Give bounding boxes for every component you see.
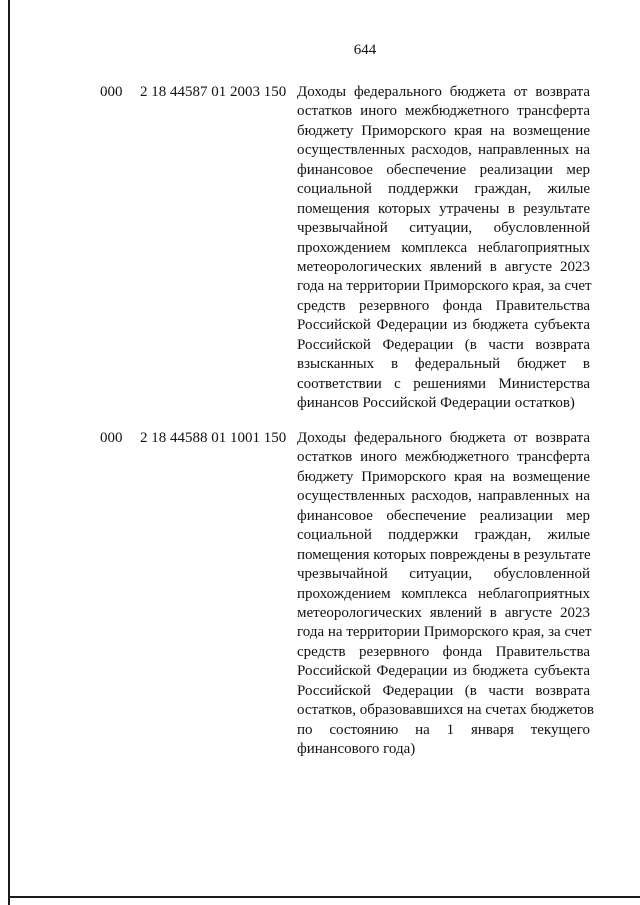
description-line: финансового года) <box>297 741 416 757</box>
entry-description <box>297 429 595 759</box>
description-line: социальной поддержки граждан, жилые <box>297 181 590 198</box>
description-line: помещения которых утрачены в результате <box>297 200 590 217</box>
description-line: Российской Федерации из бюджета субъекта <box>297 317 590 334</box>
description-line: метеорологических явлений в августе 2023 <box>297 258 590 275</box>
description-line: финансов Российской Федерации остатков) <box>297 395 575 411</box>
description-line: прохождением комплекса неблагоприятных <box>297 239 590 256</box>
kbk-code: 2 18 44587 01 2003 150 <box>140 84 287 100</box>
description-line: метеорологических явлений в августе 2023 <box>297 604 590 621</box>
description-line: чрезвычайной ситуации, обусловленной <box>297 566 590 583</box>
description-line: года на территории Приморского края, за счет <box>297 624 592 641</box>
description-line: осуществленных расходов, направленных на <box>297 142 590 159</box>
description-line: средств резервного фонда Правительства <box>297 643 590 660</box>
description-line: бюджету Приморского края на возмещение <box>297 468 590 485</box>
description-line: Доходы федерального бюджета от возврата <box>297 430 590 446</box>
description-line: прохождением комплекса неблагоприятных <box>297 585 590 602</box>
description-line: остатков иного межбюджетного трансферта <box>297 103 590 120</box>
page-number: 644 <box>353 42 377 58</box>
description-line: остатков иного межбюджетного трансферта <box>297 449 590 466</box>
description-line: финансовое обеспечение реализации мер <box>297 161 590 178</box>
description-line: осуществленных расходов, направленных на <box>297 488 590 505</box>
kbk-code: 2 18 44588 01 1001 150 <box>140 430 287 446</box>
admin-code: 000 <box>100 430 123 446</box>
description-line: по состоянию на 1 января текущего <box>297 721 590 738</box>
description-line: финансовое обеспечение реализации мер <box>297 507 590 524</box>
description-line: помещения которых повреждены в результате <box>297 546 591 563</box>
description-line: взысканных в федеральный бюджет в <box>297 356 590 373</box>
description-line: чрезвычайной ситуации, обусловленной <box>297 220 590 237</box>
admin-code: 000 <box>100 84 123 100</box>
description-line: социальной поддержки граждан, жилые <box>297 527 590 544</box>
description-line: Российской Федерации (в части возврата <box>297 336 590 353</box>
description-line: года на территории Приморского края, за счет <box>297 278 592 295</box>
description-line: Доходы федерального бюджета от возврата <box>297 84 590 100</box>
description-line: остатков, образовавшихся на счетах бюджетов <box>297 702 595 719</box>
description-line: соответствии с решениями Министерства <box>297 375 590 392</box>
description-line: средств резервного фонда Правительства <box>297 297 590 314</box>
page-border-bottom <box>8 896 640 898</box>
description-line: Российской Федерации из бюджета субъекта <box>297 663 590 680</box>
description-line: Российской Федерации (в части возврата <box>297 682 590 699</box>
description-line: бюджету Приморского края на возмещение <box>297 122 590 139</box>
entry-description <box>297 83 590 413</box>
page-border-left <box>8 0 10 905</box>
